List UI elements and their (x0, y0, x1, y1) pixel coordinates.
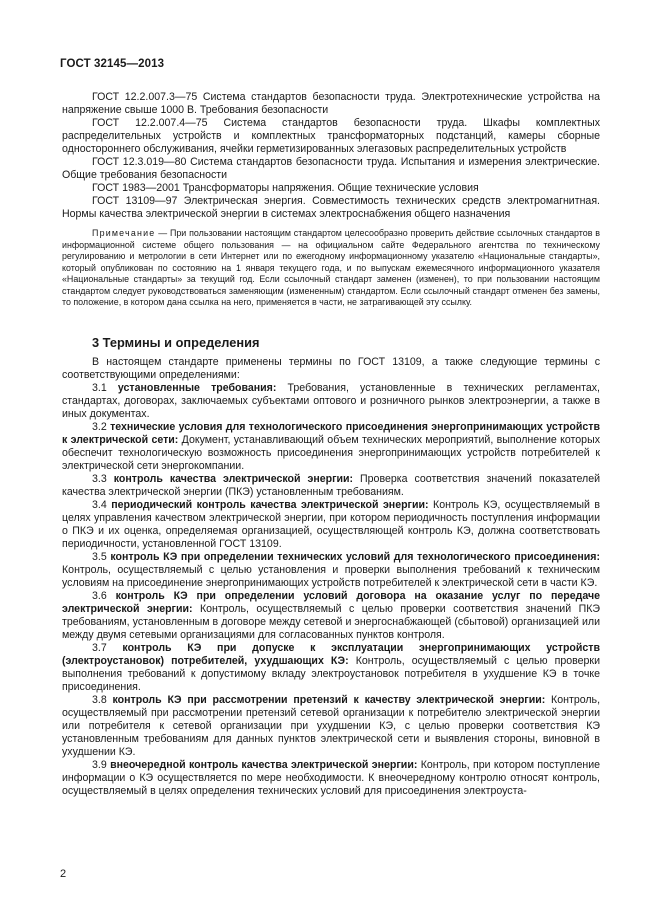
term-number: 3.3 (92, 472, 114, 485)
term-entry (62, 421, 600, 473)
term-definition: Требования, установленные в технических регламентах, стандартах, договорах, заключаемых субъектами оптового и розничного рынков электроэнергии, а также в иных документах. (62, 381, 600, 420)
term-number: 3.9 (92, 758, 111, 771)
term-definition: Контроль, осуществляемый с целью проверки соответствия значений ПКЭ требованиям, установленным в договоре между сетевой и энергоснабжающей (сбытовой) организацией или между двумя сетевыми организациями для согласованных пунктов контроля. (62, 602, 600, 641)
term-entry (62, 759, 600, 798)
term-name: контроль качества электрической энергии: (113, 472, 354, 485)
term-number: 3.4 (92, 498, 112, 511)
term-entry (62, 473, 600, 499)
term-entry (62, 590, 600, 642)
term-number: 3.8 (92, 693, 113, 706)
term-number: 3.1 (92, 381, 118, 394)
term-definition: Контроль, при котором поступление информации о КЭ осуществляется по мере необходимости. К внеочередному контролю относят контроль, осуществляемый в целях определения технических условий для присоединения электроуста- (62, 758, 601, 797)
term-name: контроль КЭ при рассмотрении претензий к качеству электрической энергии: (112, 693, 546, 706)
note-lead: Примечание (92, 228, 156, 238)
page-content (62, 91, 600, 798)
term-entry (62, 551, 600, 590)
term-definition: Контроль, осуществляемый с целью проверки выполнения требований к допустимому вкладу электроустановок потребителя в ухудшение КЭ в точке присоединения. (62, 654, 600, 693)
section-intro: В настоящем стандарте применены термины по ГОСТ 13109, а также следующие термины с соответствующими определениями: (62, 355, 600, 381)
term-number: 3.7 (92, 641, 123, 654)
term-definition: Проверка соответствия значений показателей качества электрической энергии (ПКЭ) установленным требованиям. (62, 472, 600, 498)
note-paragraph (62, 228, 600, 309)
term-definition: Документ, устанавливающий объем технических мероприятий, выполнение которых обеспечит технологическую возможность присоединения энергопринимающих устройств потребителей к электрической сети энергокомпании. (62, 433, 600, 472)
reference-item: ГОСТ 12.3.019—80 Система стандартов безопасности труда. Испытания и измерения электрические. Общие требования безопасности (62, 156, 600, 181)
term-name: периодический контроль качества электрической энергии: (111, 498, 429, 511)
section-title: 3 Термины и определения (92, 334, 260, 350)
term-definition: Контроль, осуществляемый при рассмотрении претензий сетевой организации к потребителю электрической энергии или потребителя к сетевой организации при ухудшении КЭ, с целью проверки соответствия КЭ установленным требованиям для данных пунктов электрической сети и выявления стороны, виновной в ухудшении КЭ. (62, 693, 601, 758)
term-entry (62, 642, 600, 694)
term-entry (62, 499, 600, 551)
term-number: 3.6 (92, 589, 116, 602)
reference-item: ГОСТ 13109—97 Электрическая энергия. Совместимость технических средств электромагнитная. Нормы качества электрической энергии в системах электроснабжения общего назначения (62, 195, 600, 220)
term-definition: Контроль, осуществляемый с целью установления и проверки выполнения требований к техническим условиям на присоединение энергопринимающих устройств потребителей к электрической сети в части КЭ. (62, 563, 600, 589)
term-number: 3.5 (92, 550, 111, 563)
reference-item: ГОСТ 12.2.007.3—75 Система стандартов безопасности труда. Электротехнические устройства на напряжение свыше 1000 В. Требования безопасности (62, 91, 600, 116)
page-number: 2 (60, 868, 67, 880)
term-number: 3.2 (92, 420, 111, 433)
reference-item: ГОСТ 1983—2001 Трансформаторы напряжения. Общие технические условия (92, 182, 479, 194)
term-name: контроль КЭ при определении технических условий для технологического присоединения: (110, 550, 600, 563)
term-name: контроль КЭ при определении условий договора на оказание услуг по передаче электрической энергии: (62, 589, 600, 615)
document-header: ГОСТ 32145—2013 (60, 58, 165, 70)
note-text: — При пользовании настоящим стандартом целесообразно проверить действие ссылочных стандартов в информационной системе общего пользования — на официальном сайте Федерального агентства по техническому регулированию и метрологии в сети Интернет или по ежегодному информационному указателю «Национальные стандарты», который опубликован по состоянию на 1 января текущего года, и по выпускам ежемесячного информационного указателя «Национальные стандарты» за текущий год. Если ссылочный стандарт заменен (изменен), то при пользовании настоящим стандартом следует руководствоваться заменяющим (измененным) стандартом. Если ссылочный стандарт отменен без замены, то положение, в котором дана ссылка на него, применяется в части, не затрагивающей эту ссылку. (62, 228, 600, 307)
term-definition: Контроль КЭ, осуществляемый в целях управления качеством электрической энергии, при котором периодичность поступления информации о ПКЭ и их оценка, определяемая организацией, осуществляющей контроль КЭ, должна соответствовать периодичности, установленной ГОСТ 13109. (62, 498, 600, 550)
reference-item: ГОСТ 12.2.007.4—75 Система стандартов безопасности труда. Шкафы комплектных распределительных устройств и комплектных трансформаторных подстанций, камеры сборные одностороннего обслуживания, ячейки герметизированных элегазовых распределительных устройств (62, 117, 600, 155)
term-entry (62, 694, 600, 759)
term-name: контроль КЭ при допуске к эксплуатации энергопринимающих устройств (электроустановок) потребителей, ухудшающих КЭ: (62, 641, 601, 667)
term-entry (62, 382, 600, 421)
term-name: внеочередной контроль качества электрической энергии: (110, 758, 418, 771)
term-name: установленные требования: (117, 381, 277, 394)
term-name: технические условия для технологического присоединения энергопринимающих устройств к электрической сети: (62, 420, 601, 446)
